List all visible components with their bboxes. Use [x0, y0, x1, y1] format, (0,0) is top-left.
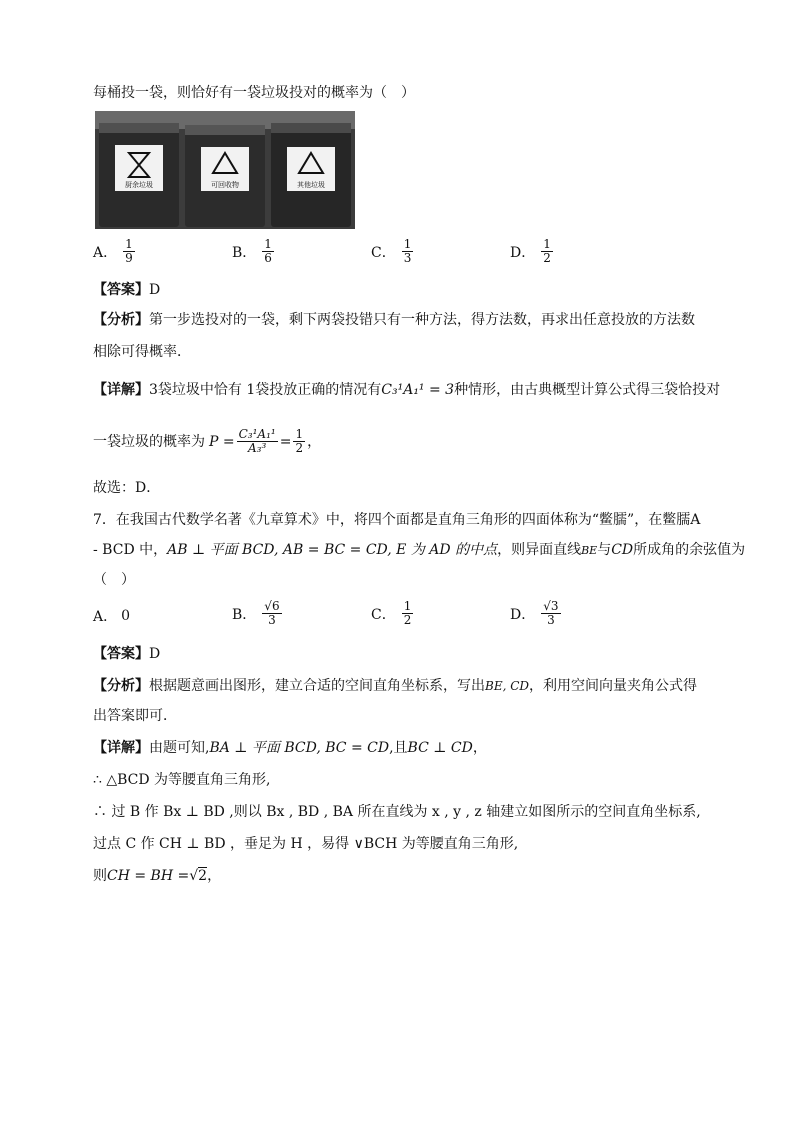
q7-detail-text-1b: ,且	[389, 740, 408, 756]
q7-answer-value: D	[149, 646, 161, 662]
q6-option-d-letter: D．	[510, 244, 536, 261]
q6-option-b-letter: B．	[232, 244, 257, 261]
q7-detail-sqrt-radicand: 2	[198, 868, 208, 884]
q7-detail-tag: 【详解】	[93, 740, 149, 756]
q6-detail-frac-num: C₃¹A₁¹	[238, 427, 276, 441]
q7-stem-line-1: 7．在我国古代数学名著《九章算术》中，将四个面都是直角三角形的四面体称为“鳖臑”，在鳖臑A	[93, 512, 701, 528]
q7-detail-text-1c: ，	[472, 740, 487, 756]
q7-detail-math-5: CH = BH =	[107, 868, 190, 884]
q6-stem: 每桶投一袋，则恰好有一袋垃圾投对的概率为（ ）	[93, 85, 415, 101]
q7-detail-line-3: ∴ 过 B 作 Bx ⊥ BD ,则以 Bx , BD , BA 所在直线为 x , y , z 轴建立如图所示的空间直角坐标系,	[93, 804, 701, 820]
q7-analysis-tag: 【分析】	[93, 678, 149, 694]
q7-option-d-num	[541, 600, 560, 614]
q6-detail-p: P =	[209, 433, 235, 450]
q6-option-c	[371, 238, 415, 265]
q6-analysis-text-1: 第一步选投对的一袋，剩下两袋投错只有一种方法，得方法数，再求出任意投放的方法数	[149, 312, 695, 328]
q6-answer	[93, 280, 160, 300]
sqrt-sign-icon: √	[189, 868, 199, 884]
q6-option-d	[510, 238, 555, 265]
q7-detail-text-5b: ，	[207, 868, 222, 884]
q6-option-b-num: 1	[264, 237, 272, 251]
q7-stem-2-math: AB ⊥ 平面 BCD, AB = BC = CD, E 为 AD 的中点	[167, 542, 498, 558]
q6-analysis-line-2: 相除可得概率．	[93, 344, 191, 360]
q7-detail-text-1a: 由题可知,	[149, 740, 210, 756]
q7-detail-line-1	[93, 738, 487, 758]
q7-answer	[93, 644, 160, 664]
q7-option-b-radicand: 6	[271, 599, 280, 613]
q6-option-c-fraction	[402, 238, 414, 265]
q6-option-a	[93, 238, 137, 265]
q7-analysis-line-2: 出答案即可．	[93, 708, 177, 724]
q6-detail-line-1	[93, 380, 720, 400]
q6-detail-fraction-2	[293, 428, 305, 455]
q7-stem-2c: 与	[597, 542, 612, 558]
bin-label-other: 其他垃圾	[297, 181, 325, 189]
q6-detail-frac-den: A₃³	[248, 441, 267, 455]
q7-option-d-fraction	[541, 600, 560, 627]
q7-detail-math-2: BC ⊥ CD	[407, 740, 473, 756]
sqrt-sign-icon: √	[543, 599, 551, 613]
q6-option-a-num: 1	[125, 237, 133, 251]
q6-option-a-fraction	[123, 238, 135, 265]
q7-option-c-den: 2	[403, 613, 412, 627]
q7-analysis-text-1: 根据题意画出图形，建立合适的空间直角坐标系，写出	[149, 678, 485, 694]
q7-option-b-den: 3	[268, 613, 276, 627]
q6-option-d-fraction	[541, 238, 553, 265]
q7-stem-2a: - BCD 中，	[93, 542, 168, 558]
q7-option-c-letter: C．	[371, 606, 396, 623]
q6-option-b-den: 6	[264, 251, 272, 265]
q7-option-a	[93, 606, 130, 626]
q6-detail-end: ，	[307, 433, 322, 450]
q7-stem-be: BE	[581, 544, 598, 557]
sqrt-sign-icon: √	[264, 599, 272, 613]
q6-detail-line-2	[93, 428, 321, 455]
q7-stem-line-2	[93, 540, 745, 561]
q7-option-d-radicand: 3	[550, 599, 559, 613]
q7-option-c	[371, 600, 415, 627]
q7-option-a-value: 0	[121, 608, 131, 624]
q7-option-c-num: 1	[403, 599, 412, 613]
q6-option-c-letter: C．	[371, 244, 396, 261]
q7-option-b-fraction	[262, 600, 281, 627]
q7-option-d	[510, 600, 563, 627]
q6-answer-tag: 【答案】	[93, 282, 149, 298]
q6-analysis-tag: 【分析】	[93, 312, 149, 328]
q6-detail-result-num: 1	[295, 427, 304, 441]
q7-option-b-num	[262, 600, 281, 614]
q7-option-a-letter: A．	[93, 609, 118, 625]
q7-detail-text-5a: 则	[93, 868, 107, 884]
q7-detail-line-2: ∴ △BCD 为等腰直角三角形,	[93, 772, 271, 788]
q7-stem-2b: ，则异面直线	[497, 542, 582, 558]
q7-analysis-text-1b: ，利用空间向量夹角公式得	[529, 678, 698, 694]
q7-option-b	[232, 600, 284, 627]
q6-detail-text-1a: 3袋垃圾中恰有 1袋投放正确的情况有	[149, 382, 382, 398]
q6-detail-result-den: 2	[295, 441, 304, 455]
q7-option-b-letter: B．	[232, 606, 257, 623]
q7-option-d-den: 3	[547, 613, 555, 627]
q6-option-d-den: 2	[543, 251, 551, 265]
q6-detail-text-2a: 一袋垃圾的概率为	[93, 433, 205, 450]
garbage-bins-illustration	[95, 111, 355, 229]
q7-analysis-vectors: BE, CD	[485, 679, 530, 693]
q7-stem-2d: 所成角的余弦值为	[633, 542, 746, 558]
bin-label-kitchen: 厨余垃圾	[125, 181, 153, 189]
q6-detail-fraction-1	[237, 428, 278, 455]
q6-analysis-line-1	[93, 310, 695, 330]
q6-option-c-den: 3	[403, 251, 412, 265]
q7-stem-line-3: （ ）	[93, 572, 135, 588]
q6-option-a-den: 9	[125, 251, 133, 265]
q6-detail-text-1b: 种情形，由古典概型计算公式得三袋恰投对	[454, 382, 721, 398]
q6-detail-tag: 【详解】	[93, 382, 149, 398]
bin-label-recyclable: 可回收物	[211, 181, 239, 189]
q6-option-d-num: 1	[543, 237, 551, 251]
q7-detail-line-5	[93, 866, 221, 886]
q6-detail-formula-1: C₃¹A₁¹ = 3	[381, 382, 455, 398]
q6-answer-value: D	[149, 282, 161, 298]
q7-option-d-letter: D．	[510, 606, 536, 623]
q6-option-c-num: 1	[403, 237, 412, 251]
q7-option-c-fraction	[402, 600, 414, 627]
q7-detail-math-1: BA ⊥ 平面 BCD, BC = CD	[209, 740, 390, 756]
q6-detail-eq: =	[279, 433, 292, 450]
q7-stem-cd: CD	[611, 542, 634, 558]
q6-option-a-letter: A．	[93, 244, 118, 261]
q7-detail-line-4: 过点 C 作 CH ⊥ BD ，垂足为 H ，易得 ∨BCH 为等腰直角三角形,	[93, 836, 519, 852]
q7-analysis-line-1	[93, 676, 697, 696]
q6-option-b	[232, 238, 276, 265]
q7-answer-tag: 【答案】	[93, 646, 149, 662]
q6-option-b-fraction	[262, 238, 274, 265]
garbage-bins-photo	[95, 111, 355, 229]
q6-conclusion: 故选：D．	[93, 480, 161, 496]
